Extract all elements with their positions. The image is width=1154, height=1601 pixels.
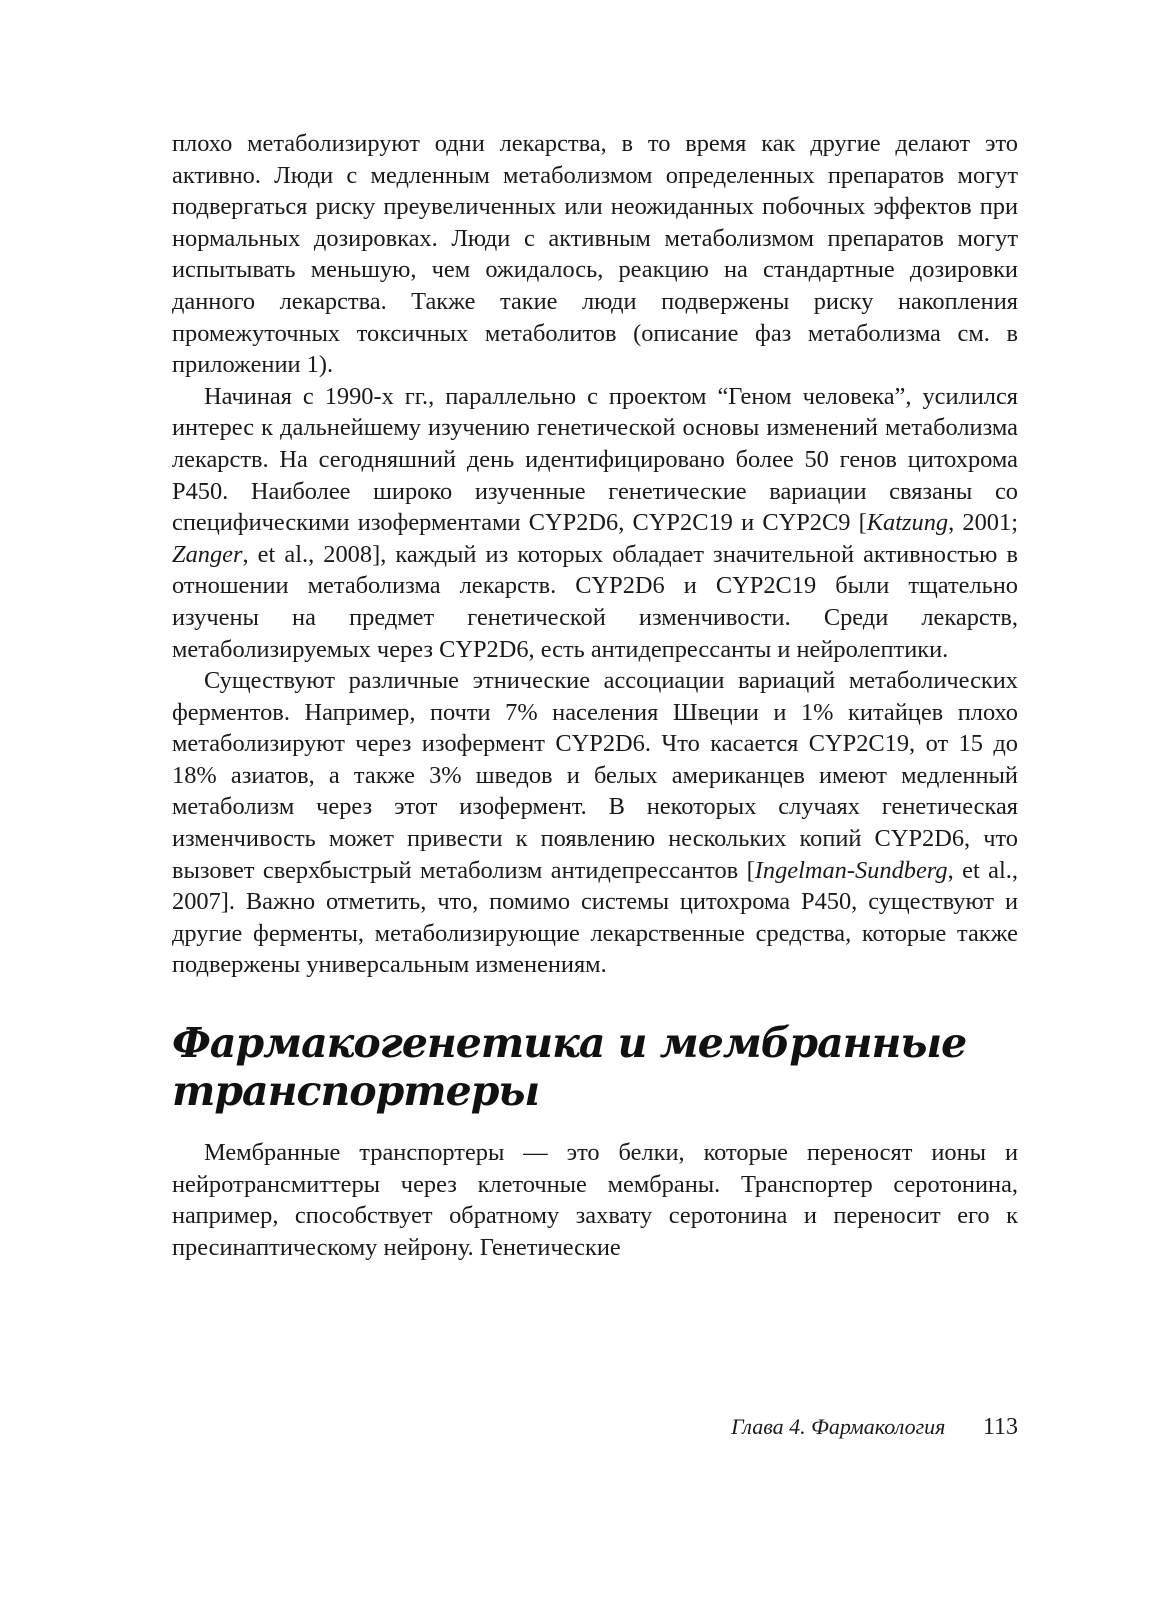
paragraph-1-text: плохо метаболизируют одни лекарства, в то время как другие делают это активно. Люди с медленным метаболизмом определенных препаратов могут подвергаться риску преувеличенных или неожиданных побочных эффектов при нормальных дозировках. Люди с активным метаболизмом препаратов могут испытывать меньшую, чем ожидалось, реакцию на стандартные дозировки данного лекарства. Также такие люди подвержены риску накопления промежуточных токсичных метаболитов (описание фаз метаболизма см. в приложении 1).: [172, 130, 1018, 379]
page-body: [172, 128, 1018, 1263]
page-number: 113: [982, 1414, 1018, 1440]
paragraph-3-text-a: Существуют различные этнические ассоциации вариаций метаболических ферментов. Например, почти 7% населения Швеции и 1% китайцев плохо метаболизируют через изофермент CYP2D6. Что касается CYP2C19, от 15 до 18% азиатов, а также 3% шведов и белых американцев имеют медленный метаболизм через этот изофермент. В некоторых случаях генетическая изменчивость может привести к появлению нескольких копий CYP2D6, что вызовет сверхбыстрый метаболизм антидепрессантов [: [172, 667, 1018, 884]
running-footer-chapter: Глава 4. Фармакология: [731, 1414, 946, 1439]
paragraph-4-text: Мембранные транспортеры — это белки, которые переносят ионы и нейротрансмиттеры через клеточные мембраны. Транспортер серотонина, например, способствует обратному захвату серотонина и переносит его к пресинаптическому нейрону. Генетические: [172, 1139, 1018, 1261]
paragraph-3-text-b: , et al., 2007]. Важно отметить, что, помимо системы цитохрома Р450, существуют и другие ферменты, метаболизирующие лекарственные средства, которые также подвержены универсальным изменениям.: [172, 856, 1018, 979]
paragraph-3: [172, 665, 1018, 981]
citation-katzung: Katzung: [866, 509, 949, 537]
page-footer: [731, 1413, 1018, 1441]
citation-ingelman-sundberg: Ingelman-Sundberg: [754, 856, 948, 884]
paragraph-2-text-a: Начиная с 1990-х гг., параллельно с проектом “Геном человека”, усилился интерес к дальнейшему изучению генетической основы изменений метаболизма лекарств. На сегодняшний день идентифицировано более 50 генов цитохрома Р450. Наиболее широко изученные генетические вариации связаны со специфическими изоферментами CYP2D6, CYP2C19 и CYP2C9 [: [172, 382, 1018, 537]
paragraph-1: [172, 128, 1018, 381]
paragraph-4: [172, 1137, 1018, 1263]
citation-zanger: Zanger: [172, 540, 243, 568]
paragraph-2-text-b: , 2001;: [948, 509, 1018, 537]
paragraph-2: [172, 381, 1018, 665]
paragraph-2-text-c: , et al., 2008], каждый из которых обладает значительной активностью в отношении метаболизма лекарств. CYP2D6 и CYP2C19 были тщательно изучены на предмет генетической изменчивости. Среди лекарств, метаболизируемых через CYP2D6, есть антидепрессанты и нейролептики.: [172, 540, 1018, 663]
section-heading: Фармакогенетика и мембранные транспортеры: [172, 1019, 967, 1116]
